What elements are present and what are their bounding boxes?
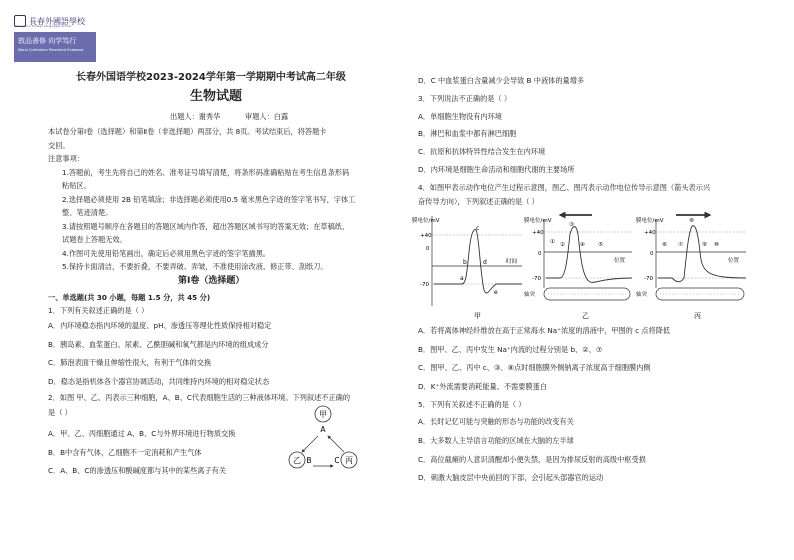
q4-stem-cont: 奋传导方向），下列叙述正确的是（ ） — [418, 197, 539, 206]
arrow-c-to-a — [328, 436, 344, 452]
node-yi-label: 乙 — [293, 456, 301, 465]
motto-en: Moral Cultivation Persistent Endeavor — [18, 48, 84, 52]
axis-label-jia: 膜电位/mV — [412, 218, 440, 224]
node-bing-label: 丙 — [345, 456, 353, 465]
q5-option-a: A．长时记忆可能与突触的形态与功能的改变有关 — [418, 417, 574, 426]
q5-option-c: C．高位截瘫的人意识清醒却小便失禁，是因为排尿反射的高级中枢受损 — [418, 455, 646, 464]
point-1: ① — [550, 239, 555, 245]
note-line: 5.保持卡面清洁，不要折叠，不要弄破、弄皱，不准使用涂改液、修正带、刮纸刀。 — [62, 262, 328, 271]
panel-bing — [636, 215, 746, 320]
q1-stem: 1．下列有关叙述正确的是（ ） — [48, 306, 149, 315]
q2-stem-cont: 是（ ） — [48, 408, 72, 417]
point-6: ⑥ — [662, 242, 667, 248]
note-line: 3.请按照题号顺序在各题目的答题区域内作答，超出答题区域书写的答案无效；在草稿纸、 — [62, 222, 350, 231]
point-4: ④ — [580, 242, 585, 248]
tick-0: 0 — [426, 246, 430, 252]
axis-label-yi: 膜电位/mV — [524, 218, 552, 224]
q1-option-d: D．稳态是指机体各个器官协调活动，共同维持内环境的相对稳定状态 — [48, 377, 270, 386]
tick-neg70-yi: -70 — [532, 276, 541, 282]
point-5: ⑤ — [598, 242, 603, 248]
tick-neg70-bing: -70 — [644, 276, 653, 282]
x-label-position-yi: 位置 — [614, 258, 626, 264]
node-a-label: A — [320, 425, 326, 434]
axis-label-bing: 膜电位/mV — [636, 218, 664, 224]
node-b-label: B — [306, 456, 312, 465]
panel-label-jia: 甲 — [474, 312, 481, 320]
q2-option-d: D．C 中血浆蛋白含量减少会导致 B 中液体的量增多 — [418, 76, 585, 85]
tick-0-bing: 0 — [650, 251, 654, 257]
q3-option-c: C．抗原和抗体特异性结合发生在内环境 — [418, 147, 546, 156]
note-line: 1.答题前，考生先将自己的姓名、准考证号填写清楚，将条形码准确粘贴在考生信息条形码 — [62, 168, 350, 177]
q1-option-b: B．胰岛素、血浆蛋白、尿素、乙酰胆碱和氧气都是内环境的组成成分 — [48, 340, 269, 349]
panel-label-bing: 丙 — [694, 312, 701, 320]
arrow-a-to-b — [302, 436, 318, 452]
tick-40-bing: +40 — [644, 230, 656, 236]
section-title: 一、单选题(共 30 小题，每题 1.5 分，共 45 分) — [48, 293, 211, 302]
q3-option-b: B．淋巴和血浆中都有淋巴细胞 — [418, 129, 517, 138]
point-7: ⑦ — [678, 242, 683, 248]
intro-line: 交回。 — [48, 141, 70, 150]
note-line: 整、笔迹清楚。 — [62, 208, 113, 217]
action-potential-curve-yi — [546, 227, 632, 283]
q4-option-b: B．图甲、乙、丙中发生 Na⁺内流的过程分别是 b、②、⑦ — [418, 345, 603, 354]
q5-option-d: D．刺激大脑皮层中央前回的下部，会引起头部器官的运动 — [418, 473, 604, 482]
panel-yi — [524, 215, 632, 320]
q2-option-a: A．甲、乙、丙细胞通过 A、B、C与外界环境进行物质交换 — [48, 429, 236, 438]
q2-option-c: C．A、B、C的渗透压和酸碱度都与其中的某些离子有关 — [48, 466, 227, 475]
tick-40: +40 — [420, 233, 432, 239]
point-3: ③ — [569, 222, 574, 228]
q1-option-a: A．内环境稳态指内环境的温度、pH、渗透压等理化性质保持相对稳定 — [48, 321, 272, 330]
x-label-time: 时间 — [506, 259, 518, 265]
q5-option-b: B．大多数人主导语言功能的区域在大脑的左半球 — [418, 436, 574, 445]
q4-option-d: D．K⁺外流需要消耗能量、不需要膜蛋白 — [418, 382, 548, 391]
q4-option-c: C．图甲、乙、丙中 c、③、⑧点时细胞膜外侧钠离子浓度高于细胞膜内侧 — [418, 363, 651, 372]
note-line: 粘贴区。 — [62, 181, 91, 190]
q2-option-b: B．B中含有气体，乙细胞不一定消耗和产生气体 — [48, 448, 202, 457]
q3-stem: 3．下列说法不正确的是（ ） — [418, 94, 512, 103]
part1-title: 第Ⅰ卷（选择题） — [178, 276, 245, 286]
panel-jia — [412, 216, 522, 320]
q2-stem: 2．如图 甲、乙、丙表示三种细胞，A、B、C代表细胞生活的三种液体环境。下列叙述不正确的 — [48, 393, 351, 402]
school-logo — [14, 12, 96, 62]
point-e: e — [494, 289, 498, 296]
point-10: ⑩ — [714, 242, 719, 248]
point-a: a — [460, 275, 464, 282]
axon-label-yi: 轴突 — [524, 292, 536, 298]
node-c-label: C — [334, 456, 340, 465]
point-c: c — [476, 225, 480, 232]
tick-0-yi: 0 — [538, 251, 542, 257]
tick-neg70: -70 — [420, 282, 429, 288]
action-potential-curve-bing — [658, 226, 746, 282]
motto-band — [14, 32, 96, 62]
school-name-en: Changchun Foreign Languages School — [14, 24, 72, 28]
panel-label-yi: 乙 — [582, 312, 589, 320]
node-jia-label: 甲 — [319, 410, 327, 419]
point-9: ⑨ — [702, 242, 707, 248]
point-d: d — [483, 259, 487, 266]
motto: 敦品善修 向学笃行 — [18, 37, 77, 45]
q1-option-c: C．肺泡表面干燥且伸缩性很大，有利于气体的交换 — [48, 358, 212, 367]
tick-40-yi: +40 — [532, 230, 544, 236]
author: 出题人：谢秀华 — [170, 112, 221, 121]
q4-action-potential-figure — [410, 212, 786, 322]
point-2: ② — [560, 242, 565, 248]
q3-option-a: A．单细胞生物没有内环境 — [418, 112, 502, 121]
subject-title: 生物试题 — [190, 89, 243, 104]
note-line: 2.选择题必须使用 2B 铅笔填涂；非选择题必须使用0.5 毫米黑色字迹的签字笔书写，字体工 — [62, 195, 356, 204]
note-line: 试题卷上答题无效。 — [62, 235, 127, 244]
x-label-position-bing: 位置 — [728, 258, 740, 264]
intro-line: 本试卷分第Ⅰ卷（选择题）和第Ⅱ卷（非选择题）两部分，共 8页。考试结束后，将答题卡 — [48, 127, 327, 136]
point-b: b — [463, 259, 467, 266]
q3-option-d: D．内环境是细胞生命活动和细胞代谢的主要场所 — [418, 165, 575, 174]
note-line: 4.作图可先使用铅笔画出，确定后必须用黑色字迹的签字笔描黑。 — [62, 249, 271, 258]
exam-title: 长春外国语学校2023-2024学年第一学期期中考试高二年级 — [76, 72, 346, 83]
axon-label-bing: 轴突 — [636, 292, 648, 298]
q2-cycle-diagram — [283, 404, 363, 476]
q4-option-a: A．若将离体神经纤维放在高于正常海水 Na⁺浓度的溶液中，甲图的 c 点将降低 — [418, 326, 671, 335]
q4-stem: 4．如图甲表示动作电位产生过程示意图，图乙、图丙表示动作电位传导示意图（箭头表示兴 — [418, 183, 711, 192]
notes-title: 注意事项： — [48, 154, 84, 163]
q5-stem: 5．下列有关叙述不正确的是（ ） — [418, 400, 526, 409]
school-name: 長春外國語學校 — [29, 16, 85, 26]
reviewer: 审题人：白露 — [245, 112, 289, 121]
point-8: ⑧ — [689, 218, 694, 224]
